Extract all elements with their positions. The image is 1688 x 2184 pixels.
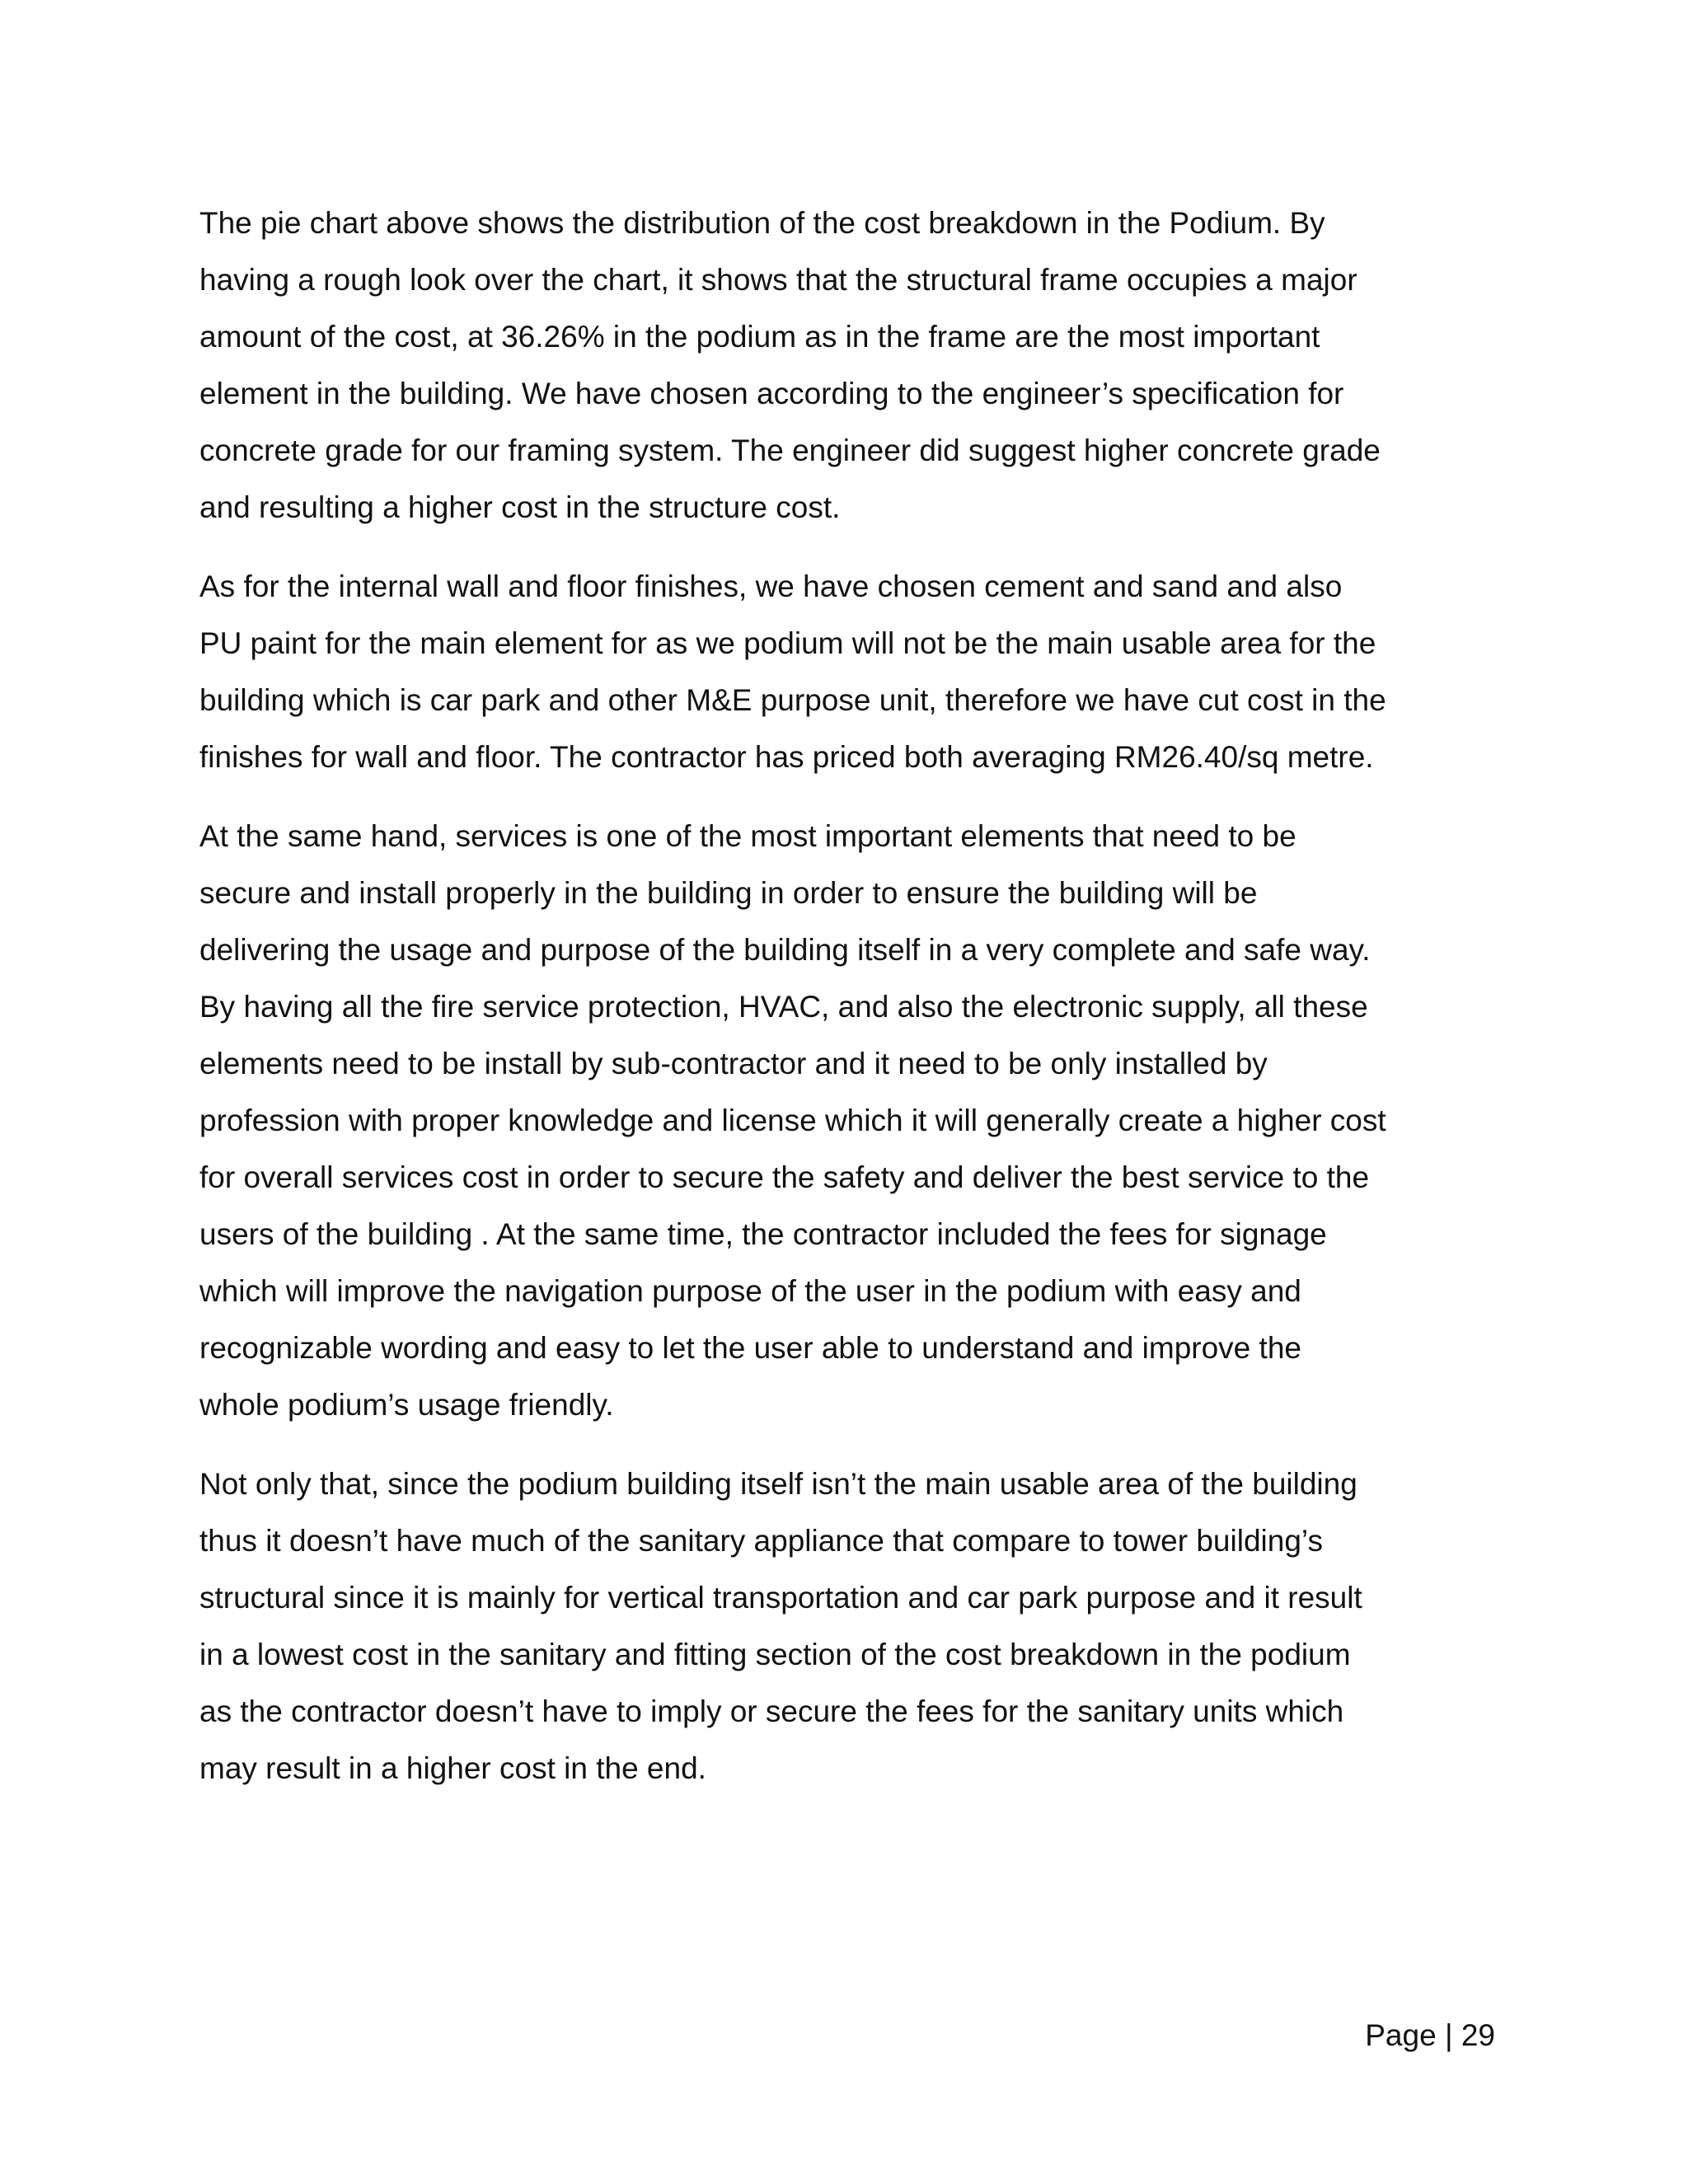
page-number: Page | 29	[1365, 2018, 1495, 2052]
paragraph-1: The pie chart above shows the distribution of the cost breakdown in the Podium. By having a rough look over the chart, it shows that the structural frame occupies a major amount of the cost, at 36.26% in the podium as in the frame are the most important element in the building. We have chosen according to the engineer’s specification for concrete grade for our framing system. The engineer did suggest higher concrete grade and resulting a higher cost in the structure cost.	[199, 206, 1381, 524]
paragraph-4: Not only that, since the podium building itself isn’t the main usable area of the building thus it doesn’t have much of the sanitary appliance that compare to tower building’s structural since it is mainly for vertical transportation and car park purpose and it result in a lowest cost in the sanitary and fitting section of the cost breakdown in the podium as the contractor doesn’t have to imply or secure the fees for the sanitary units which may result in a higher cost in the end.	[199, 1467, 1362, 1785]
paragraph-3: At the same hand, services is one of the most important elements that need to be secure and install properly in the building in order to ensure the building will be delivering the usage and purpose of the building itself in a very complete and safe way. By having all the fire service protection, HVAC, and also the electronic supply, all these elements need to be install by sub-contractor and it need to be only installed by profession with proper knowledge and license which it will generally create a higher cost for overall services cost in order to secure the safety and deliver the best service to the users of the building . At the same time, the contractor included the fees for signage which will improve the navigation purpose of the user in the podium with easy and recognizable wording and easy to let the user able to understand and improve the whole podium’s usage friendly.	[199, 819, 1386, 1422]
body-text	[199, 194, 1502, 1819]
paragraph-2: As for the internal wall and floor finishes, we have chosen cement and sand and also PU paint for the main element for as we podium will not be the main usable area for the building which is car park and other M&E purpose unit, therefore we have cut cost in the finishes for wall and floor. The contractor has priced both averaging RM26.40/sq metre.	[199, 569, 1386, 774]
